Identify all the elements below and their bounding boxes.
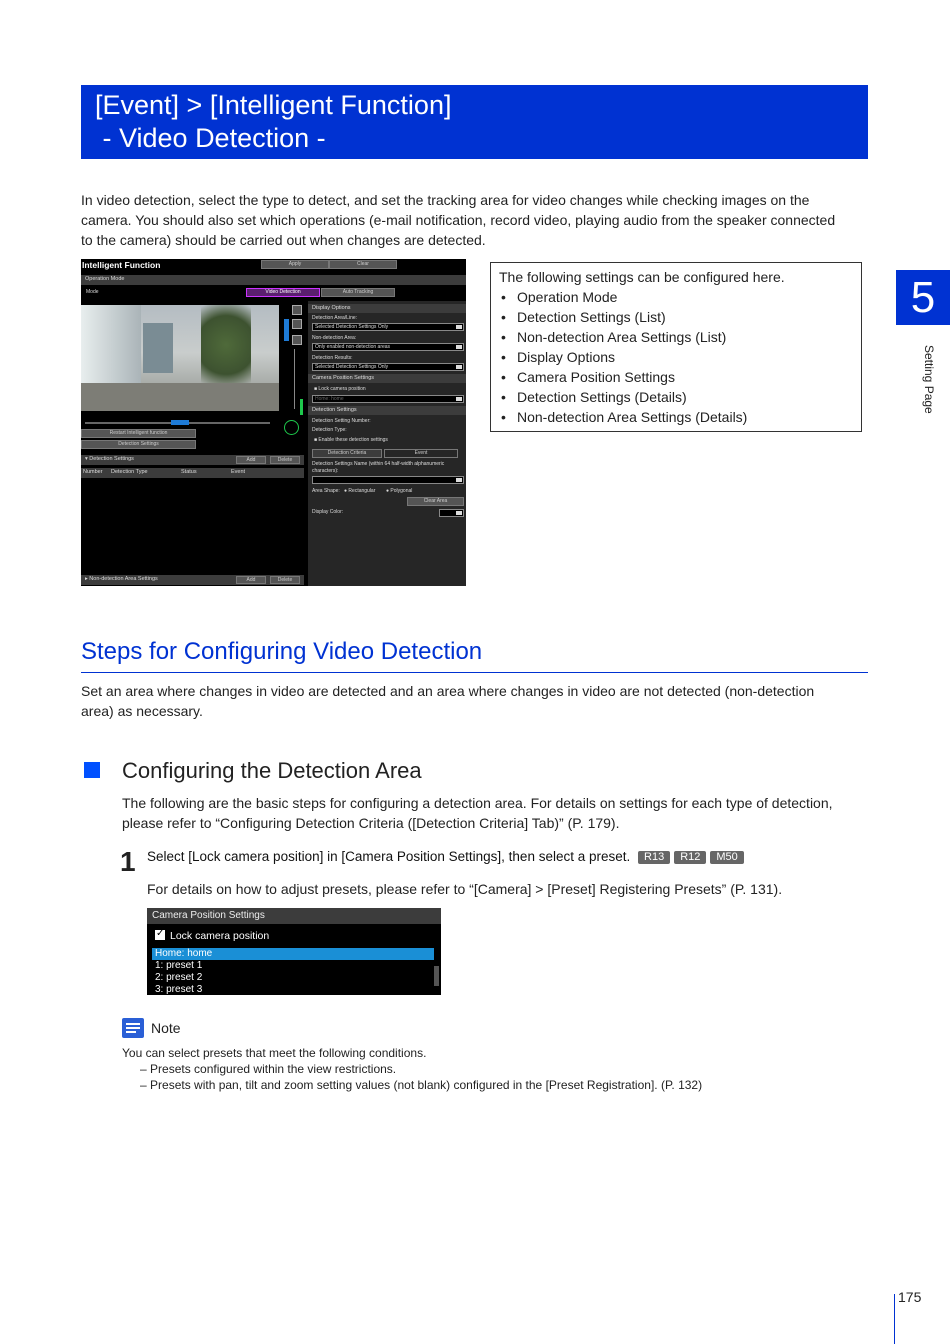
floor-region [81, 383, 279, 411]
scrollbar[interactable] [434, 966, 439, 986]
panel-title: Camera Position Settings [147, 908, 441, 924]
preset-select[interactable]: Home: home [312, 395, 464, 403]
enable-settings-label: Enable these detection settings [318, 437, 388, 443]
model-tag: M50 [710, 851, 743, 864]
zoom-bar-thumb[interactable] [171, 420, 189, 425]
delete-button[interactable]: Delete [270, 576, 300, 584]
lock-camera-checkbox[interactable] [155, 929, 269, 943]
note-body [122, 1045, 882, 1093]
model-tag: R13 [638, 851, 670, 864]
camera-video-view[interactable] [81, 305, 279, 411]
column-header: Number [83, 469, 103, 475]
note-label: Note [151, 1020, 181, 1036]
subsection-heading: Configuring the Detection Area [122, 758, 422, 783]
checkbox-icon[interactable]: ■ [314, 437, 319, 443]
page-number: 175 [898, 1289, 922, 1305]
intro-line: In video detection, select the type to detect, and set the tracking area for video changes while checking images on the [81, 192, 810, 208]
list-item: • Detection Settings (Details) [499, 387, 853, 407]
list-item: • Operation Mode [499, 287, 853, 307]
heading-square-icon [84, 762, 100, 778]
detection-settings-bar: Detection Settings [308, 406, 466, 415]
steps-line: Set an area where changes in video are detected and an area where changes in video are not detected (non-detection [81, 683, 815, 699]
note-icon [122, 1018, 144, 1038]
checkbox-icon[interactable]: ■ [314, 386, 319, 392]
page-title-line2: - Video Detection - [95, 123, 326, 153]
chapter-tab: 5 [896, 270, 950, 325]
settings-name-label: Detection Settings Name (within 64 half-width alphanumeric [312, 461, 445, 467]
polygonal-label: Polygonal [390, 488, 413, 494]
add-button[interactable]: Add [236, 576, 266, 584]
intro-line: to the camera) should be carried out when changes are detected. [81, 232, 486, 248]
list-item: • Non-detection Area Settings (Details) [499, 407, 853, 427]
settings-name-label-cont: characters): [312, 468, 339, 474]
lock-camera-label: Lock camera position [318, 386, 366, 392]
zoom-button[interactable] [292, 305, 302, 315]
operation-mode-bar: Operation Mode [81, 275, 466, 285]
detection-setting-number-label: Detection Setting Number: [312, 418, 371, 424]
expand-icon[interactable]: ▾ [85, 456, 90, 462]
radio-icon[interactable]: ● [344, 488, 349, 494]
video-detection-button[interactable]: Video Detection [246, 288, 320, 297]
intro-line: camera. You should also set which operations (e-mail notification, record video, playing audio from the speaker connected [81, 212, 836, 228]
preset-item[interactable]: 3: preset 3 [155, 984, 203, 995]
page-number-rule [894, 1294, 895, 1344]
apply-button[interactable]: Apply [261, 260, 329, 269]
display-options-bar: Display Options [308, 304, 466, 313]
intro-paragraph [81, 190, 881, 250]
delete-button[interactable]: Delete [270, 456, 300, 464]
detection-type-label: Detection Type: [312, 427, 347, 433]
display-color-select[interactable] [439, 509, 464, 517]
section-heading: Steps for Configuring Video Detection [81, 637, 868, 673]
auto-tracking-button[interactable]: Auto Tracking [321, 288, 395, 297]
detection-area-line-label: Detection Area/Line: [312, 315, 358, 321]
note-item: – Presets configured within the view restrictions. [140, 1062, 397, 1076]
camera-position-bar: Camera Position Settings [308, 374, 466, 383]
zoom-slider[interactable] [284, 319, 289, 341]
note-intro: You can select presets that meet the following conditions. [122, 1046, 427, 1060]
display-color-label: Display Color: [312, 509, 344, 515]
non-detection-area-label: Non-detection Area: [312, 335, 357, 341]
note-item: – Presets with pan, tilt and zoom setting values (not blank) configured in the [Preset Registration]. (P. 132) [140, 1078, 703, 1092]
rectangular-radio[interactable] [344, 488, 375, 495]
preset-item[interactable]: Home: home [152, 948, 434, 960]
step-text: Select [Lock camera position] in [Camera Position Settings], then select a preset. [147, 849, 631, 864]
settings-name-input[interactable] [312, 476, 464, 484]
step-number: 1 [120, 846, 136, 877]
preset-item[interactable]: 2: preset 2 [155, 972, 203, 983]
polygonal-radio[interactable] [386, 488, 412, 495]
add-button[interactable]: Add [236, 456, 266, 464]
plus-icon[interactable] [292, 319, 302, 329]
page-title-line1: [Event] > [Intelligent Function] [95, 90, 452, 120]
camera-position-panel [147, 908, 441, 995]
area-shape-label: Area Shape: [312, 488, 340, 494]
intelligent-function-screenshot [81, 259, 466, 586]
settings-list [499, 287, 853, 427]
detection-area-line: The following are the basic steps for configuring a detection area. For details on settings for each type of detection, [122, 795, 833, 811]
clear-button[interactable]: Clear [329, 260, 397, 269]
chapter-label: Setting Page [922, 345, 936, 414]
detection-area-line: please refer to “Configuring Detection Criteria ([Detection Criteria] Tab)” (P. 179). [122, 815, 620, 831]
list-item: • Non-detection Area Settings (List) [499, 327, 853, 347]
list-columns [81, 468, 304, 478]
column-header: Event [231, 469, 246, 475]
column-header: Detection Type [111, 469, 148, 475]
settings-box-intro: The following settings can be configured here. [499, 269, 785, 285]
screenshot-title: Intelligent Function [82, 260, 161, 270]
step-instruction [147, 848, 744, 866]
ptz-control-icon[interactable] [284, 420, 299, 435]
list-item: • Display Options [499, 347, 853, 367]
column-header: Status [181, 469, 197, 475]
detection-area-paragraph [122, 793, 882, 833]
lock-camera-checkbox[interactable] [314, 386, 366, 393]
detection-results-label: Detection Results: [312, 355, 353, 361]
minus-icon[interactable] [292, 335, 302, 345]
checkbox-icon[interactable] [155, 930, 165, 940]
clear-area-button[interactable]: Clear Area [407, 497, 464, 506]
lock-camera-label: Lock camera position [170, 930, 270, 942]
slider-track [294, 349, 295, 409]
tab-event[interactable]: Event [384, 449, 458, 458]
rectangular-label: Rectangular [348, 488, 376, 494]
list-item: • Detection Settings (List) [499, 307, 853, 327]
detection-results-select[interactable]: Selected Detection Settings Only [312, 363, 464, 371]
mode-label: Mode [86, 289, 99, 295]
level-indicator [300, 399, 303, 415]
list-item: • Camera Position Settings [499, 367, 853, 387]
non-detection-area-select[interactable]: Only enabled non-detection areas [312, 343, 464, 351]
steps-paragraph [81, 681, 881, 721]
non-detection-list-title: Non-detection Area Settings [89, 576, 158, 582]
detection-settings-list-title: Detection Settings [89, 456, 134, 462]
preset-item[interactable]: 1: preset 1 [155, 960, 203, 971]
expand-icon[interactable]: ▸ [85, 576, 90, 582]
preset-list[interactable] [152, 948, 434, 995]
radio-icon[interactable]: ● [386, 488, 391, 494]
step-detail: For details on how to adjust presets, please refer to “[Camera] > [Preset] Registering Presets” (P. 131). [147, 881, 783, 897]
detection-area-line-select[interactable]: Selected Detection Settings Only [312, 323, 464, 331]
restart-button[interactable]: Restart Intelligent function [81, 429, 196, 438]
model-tag: R12 [674, 851, 706, 864]
enable-settings-checkbox[interactable] [314, 437, 388, 444]
window-blinds [143, 323, 173, 373]
detection-settings-button[interactable]: Detection Settings [81, 440, 196, 449]
page-title-banner [81, 85, 868, 159]
tab-detection-criteria[interactable]: Detection Criteria [312, 449, 382, 458]
steps-line: area) as necessary. [81, 703, 203, 719]
settings-summary-box [490, 262, 862, 432]
